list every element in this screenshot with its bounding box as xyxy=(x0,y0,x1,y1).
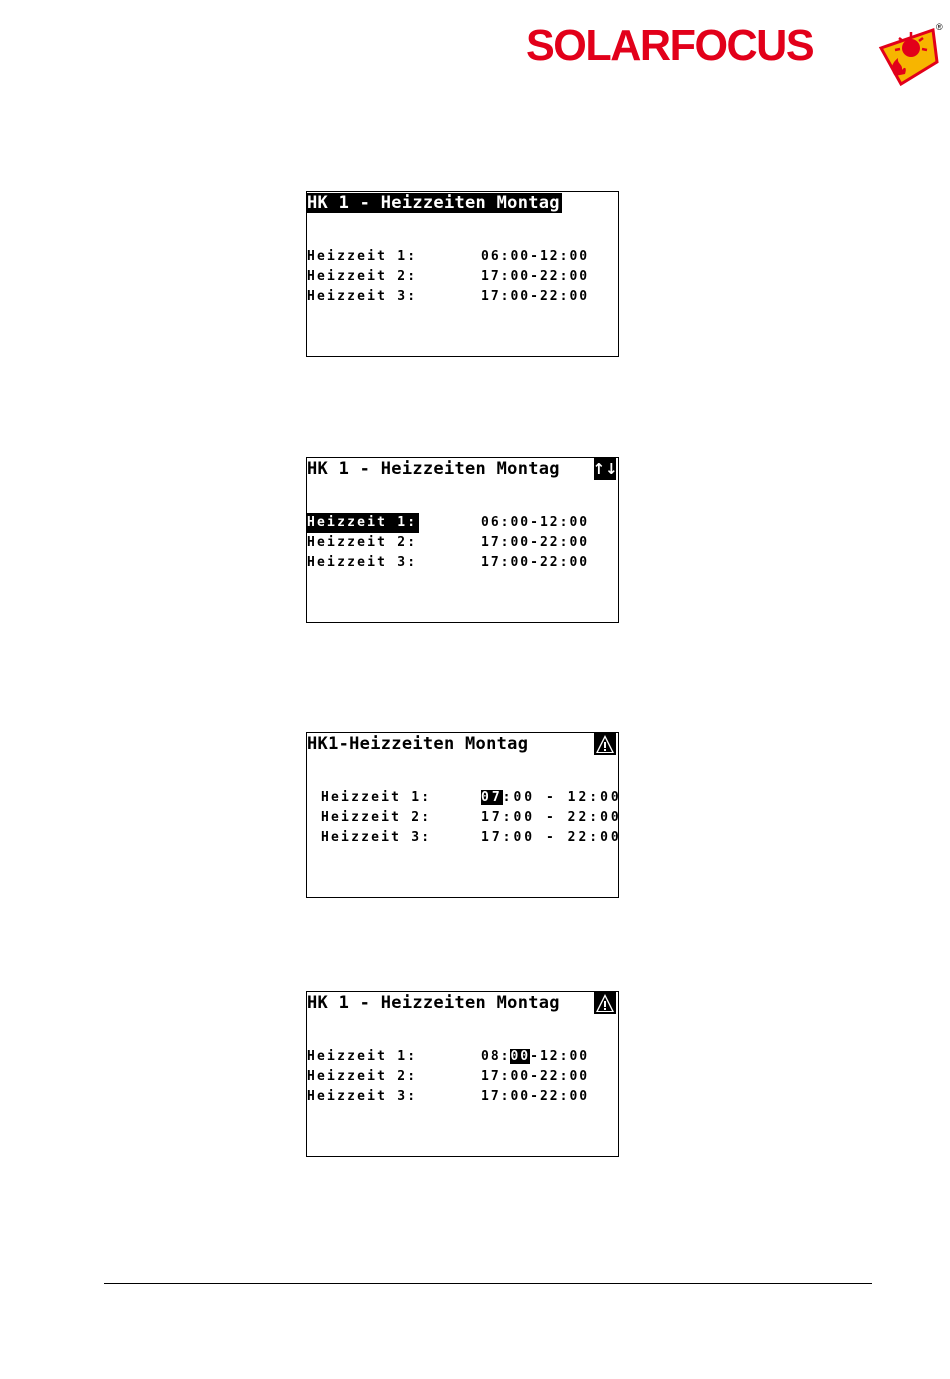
lcd-screen-4 xyxy=(306,991,619,1157)
row-label: Heizzeit 2: xyxy=(321,810,432,825)
heating-times-list xyxy=(307,788,622,848)
row-label: Heizzeit 2: xyxy=(307,1069,418,1084)
row-value: 17:00-22:00 xyxy=(481,555,590,570)
row-label: Heizzeit 2: xyxy=(307,269,418,284)
row-value: 17:00-22:00 xyxy=(481,535,590,550)
row-label: Heizzeit 3: xyxy=(307,1089,418,1104)
up-down-arrows-icon: ↑↓ xyxy=(592,460,618,478)
heating-times-list xyxy=(307,513,618,573)
list-item[interactable] xyxy=(307,533,618,553)
list-item-selected[interactable] xyxy=(307,513,618,533)
row-value: 17:00 - 22:00 xyxy=(481,830,622,845)
row-value-rest: -12:00 xyxy=(530,1049,590,1064)
solarfocus-logo xyxy=(526,18,946,88)
screen-title: HK 1 - Heizzeiten Montag xyxy=(307,459,560,479)
registered-mark: ® xyxy=(936,22,943,32)
footer-divider xyxy=(104,1283,872,1284)
row-value: 06:00-12:00 xyxy=(481,249,590,264)
row-label: Heizzeit 1: xyxy=(307,513,419,533)
row-value-pre: 08: xyxy=(481,1049,511,1064)
row-value: 17:00-22:00 xyxy=(481,1089,590,1104)
row-label: Heizzeit 3: xyxy=(321,830,432,845)
list-item[interactable] xyxy=(307,247,618,267)
heating-times-list xyxy=(307,247,618,307)
row-label: Heizzeit 3: xyxy=(307,289,418,304)
list-item[interactable] xyxy=(307,808,622,828)
list-item[interactable] xyxy=(307,553,618,573)
heating-times-list xyxy=(307,1047,618,1107)
screen-title: HK 1 - Heizzeiten Montag xyxy=(307,993,560,1013)
row-label: Heizzeit 2: xyxy=(307,535,418,550)
list-item[interactable] xyxy=(307,788,622,808)
lcd-screen-3 xyxy=(306,732,622,898)
hour-field-cursor[interactable]: 07 xyxy=(481,790,503,805)
screen-title: HK 1 - Heizzeiten Montag xyxy=(307,193,560,213)
row-value: 17:00 - 22:00 xyxy=(481,810,622,825)
screen-title: HK1-Heizzeiten Montag xyxy=(307,734,529,754)
row-value-editing[interactable] xyxy=(481,788,622,808)
warning-icon xyxy=(594,992,616,1014)
row-value: 17:00-22:00 xyxy=(481,289,590,304)
row-label: Heizzeit 1: xyxy=(307,1049,418,1064)
row-label: Heizzeit 3: xyxy=(307,555,418,570)
minute-field-cursor[interactable]: 00 xyxy=(510,1049,531,1064)
list-item[interactable] xyxy=(307,267,618,287)
brand-name: SOLARFOCUS xyxy=(526,21,814,70)
lcd-screen-2 xyxy=(306,457,619,623)
list-item[interactable] xyxy=(307,1087,618,1107)
lcd-screen-1 xyxy=(306,191,619,357)
warning-icon xyxy=(594,733,616,755)
sun-flame-icon xyxy=(871,18,943,86)
row-value: 17:00-22:00 xyxy=(481,1069,590,1084)
list-item[interactable] xyxy=(307,1067,618,1087)
row-label: Heizzeit 1: xyxy=(321,790,432,805)
row-label: Heizzeit 1: xyxy=(307,249,418,264)
row-value-rest: :00 - 12:00 xyxy=(502,790,622,805)
row-value: 17:00-22:00 xyxy=(481,269,590,284)
list-item[interactable] xyxy=(307,1047,618,1067)
row-value-editing[interactable] xyxy=(481,1047,589,1067)
list-item[interactable] xyxy=(307,828,622,848)
row-value: 06:00-12:00 xyxy=(481,515,590,530)
list-item[interactable] xyxy=(307,287,618,307)
